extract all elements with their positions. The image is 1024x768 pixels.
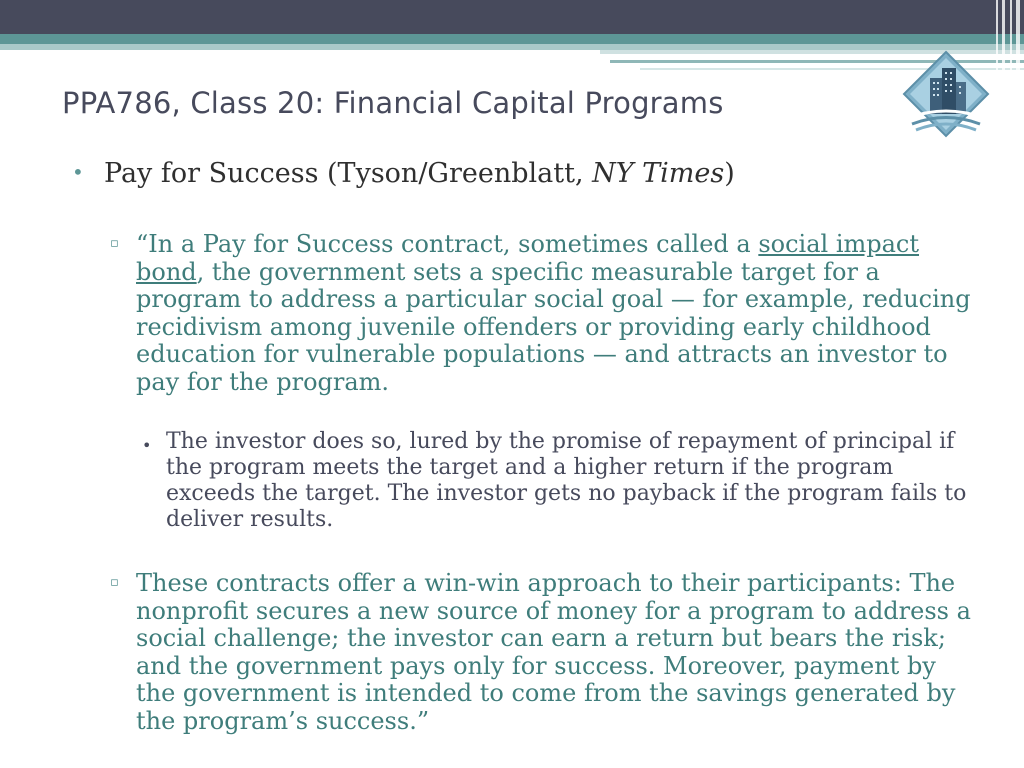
level1-close-paren: ) — [724, 158, 735, 189]
level1-bullet-text — [104, 158, 735, 189]
quote-paragraph-1 — [136, 231, 976, 396]
quote-1-post: , the government sets a specific measurable target for a program to address a particular social goal — for example, reducing recidivism among juvenile offenders or providing early childhood education for vulnerable populations — and attracts an investor to pay for the program. — [136, 257, 971, 396]
square-bullet-icon-2: ▫ — [110, 575, 119, 590]
slide-title: PPA786, Class 20: Financial Capital Programs — [62, 86, 724, 120]
quote-paragraph-2: These contracts offer a win-win approach to their participants: The nonprofit secures a new source of money for a program to address a social challenge; the investor can earn a return but bears the risk; and the government pays only for success. Moreover, payment by the government is intended to come from the savings generated by the program’s success.” — [136, 569, 971, 735]
sub-bullet-paragraph: The investor does so, lured by the promise of repayment of principal if the program meets the target and a higher return if the program exceeds the target. The investor gets no payback if the program fails to deliver results. — [166, 429, 967, 532]
bullet-dot-icon: • — [72, 160, 84, 184]
level1-text: Pay for Success (Tyson/Greenblatt, — [104, 158, 593, 189]
square-bullet-icon: ▫ — [110, 236, 119, 251]
level1-italic-source: NY Times — [592, 158, 725, 189]
quote-1-pre: “In a Pay for Success contract, sometimes called a — [136, 230, 759, 258]
sub-bullet-dot-icon: • — [142, 436, 152, 455]
social-impact-bond-link[interactable]: social impact bond — [136, 230, 920, 286]
